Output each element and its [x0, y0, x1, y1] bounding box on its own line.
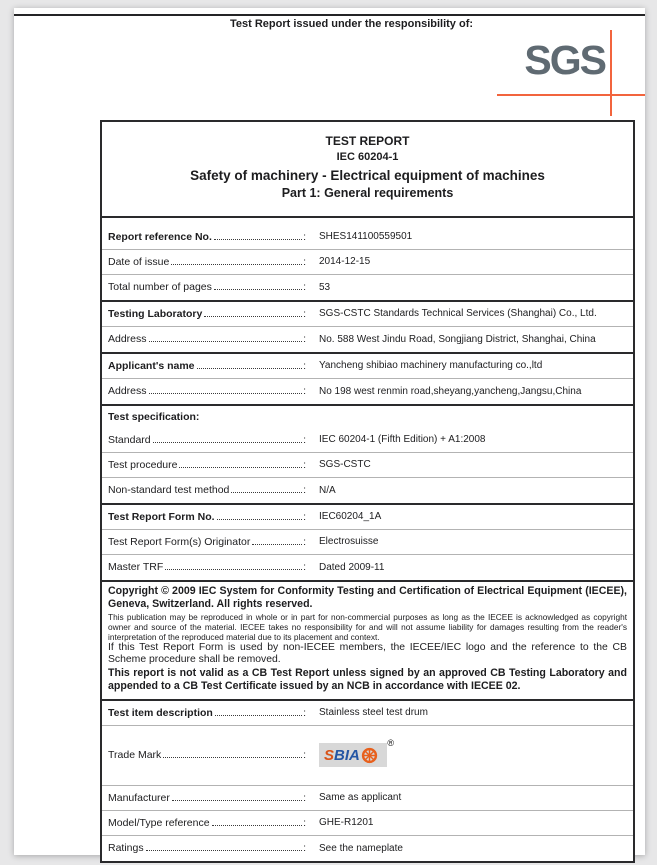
dot-leader	[215, 715, 302, 716]
wheel-icon	[361, 747, 378, 764]
row-standard: Standard : IEC 60204-1 (Fifth Edition) + A1:2008	[102, 428, 633, 453]
field-label: Model/Type reference	[108, 816, 210, 829]
section-copyright	[102, 582, 633, 701]
responsibility-note: Test Report issued under the responsibility of:	[222, 18, 481, 30]
field-value: IEC60204_1A	[319, 511, 382, 523]
report-page	[14, 8, 645, 855]
field-label: Total number of pages	[108, 281, 212, 294]
field-value: Dated 2009-11	[319, 561, 385, 573]
copyright-statement: Copyright © 2009 IEC System for Conformity Testing and Certification of Electrical Equipment (IECEE), Geneva, Switzerland. All rights reserved.	[108, 584, 627, 611]
copyright-small-print: This publication may be reproduced in whole or in part for non-commercial purposes as long as the IECEE is acknowledged as copyright owner and source of the material. IECEE takes no responsibility for and will not assume liability for damages resulting from the reader's interpretation of the reproduced material due to its placement and context.	[108, 611, 627, 642]
field-label: Address	[108, 385, 147, 398]
field-value: Stainless steel test drum	[319, 707, 428, 719]
copyright-validity-note: This report is not valid as a CB Test Report unless signed by an approved CB Testing Laboratory and appended to a CB Test Certificate issued by an NCB in accordance with IECEE 02.	[108, 666, 627, 693]
field-label: Trade Mark	[108, 749, 162, 762]
field-label: Ratings	[108, 842, 144, 855]
dot-leader	[153, 442, 302, 443]
field-label: Manufacturer	[108, 791, 170, 804]
sgs-logo-text: SGS	[524, 37, 605, 83]
field-value: See the nameplate	[319, 842, 403, 854]
report-title: TEST REPORT	[325, 134, 410, 148]
sgs-logo	[465, 26, 645, 118]
row-testing-laboratory: Testing Laboratory : SGS-CSTC Standards Technical Services (Shanghai) Co., Ltd.	[102, 302, 633, 327]
row-test-item-description: Test item description : Stainless steel test drum	[102, 701, 633, 726]
dot-leader	[179, 467, 302, 468]
row-manufacturer: Manufacturer : Same as applicant	[102, 786, 633, 811]
report-table	[100, 120, 635, 863]
row-test-specification-heading	[102, 406, 633, 428]
standard-name: Safety of machinery - Electrical equipment of machines	[190, 167, 545, 183]
section-testing-laboratory	[102, 302, 633, 354]
field-value: N/A	[319, 484, 336, 496]
field-label: Master TRF	[108, 561, 164, 574]
section-report-info	[102, 218, 633, 302]
row-master-trf: Master TRF : Dated 2009-11	[108, 561, 385, 574]
row-date-of-issue: Date of issue : 2014-12-15	[102, 250, 633, 275]
dot-leader	[197, 368, 303, 369]
field-label: Testing Laboratory	[108, 307, 203, 320]
sgs-logo-horizontal-line	[497, 94, 645, 96]
section-test-report-form	[102, 505, 633, 582]
section-test-specification	[102, 406, 633, 505]
section-test-item	[102, 701, 633, 861]
row-lab-address: Address : No. 588 West Jindu Road, Songjiang District, Shanghai, China	[108, 333, 596, 346]
row-form-originator: Test Report Form(s) Originator : Electrosuisse	[102, 530, 633, 555]
dot-leader	[231, 492, 302, 493]
dot-leader	[212, 825, 303, 826]
field-label: Test item description	[108, 706, 213, 719]
row-model-type-reference: Model/Type reference : GHE-R1201	[102, 811, 633, 836]
trademark-logo	[319, 738, 394, 767]
field-value: IEC 60204-1 (Fifth Edition) + A1:2008	[319, 434, 486, 446]
field-label: Test Report Form No.	[108, 510, 215, 523]
row-applicant-name: Applicant's name : Yancheng shibiao machinery manufacturing co.,ltd	[102, 354, 633, 379]
field-value: Electrosuisse	[319, 536, 379, 548]
field-label: Test procedure	[108, 458, 178, 471]
field-label: Test Report Form(s) Originator	[108, 535, 251, 548]
section-applicant	[102, 354, 633, 406]
field-label: Address	[108, 333, 147, 346]
row-ratings: Ratings : See the nameplate	[108, 842, 403, 855]
dot-leader	[146, 850, 302, 851]
field-label: Standard	[108, 433, 151, 446]
standard-number: IEC 60204-1	[336, 151, 399, 164]
field-value: SHES141100559501	[319, 231, 413, 243]
dot-leader	[172, 800, 302, 801]
field-label: Non-standard test method	[108, 484, 230, 497]
row-trade-mark: Trade Mark : ® SBIA	[102, 726, 633, 786]
trademark-text: SBIA	[324, 747, 360, 765]
dot-leader	[163, 757, 302, 758]
field-value: SGS-CSTC Standards Technical Services (Shanghai) Co., Ltd.	[319, 308, 597, 320]
dot-leader	[204, 316, 302, 317]
field-value: GHE-R1201	[319, 817, 374, 829]
row-total-pages: Total number of pages : 53	[108, 281, 331, 294]
field-value: 53	[319, 281, 331, 293]
row-applicant-address: Address : No 198 west renmin road,sheyang,yancheng,Jangsu,China	[108, 385, 582, 398]
field-value: No 198 west renmin road,sheyang,yancheng,Jangsu,China	[319, 385, 582, 397]
field-value: 2014-12-15	[319, 256, 371, 268]
dot-leader	[214, 239, 302, 240]
field-label: Report reference No.	[108, 230, 212, 243]
field-label: Applicant's name	[108, 359, 195, 372]
section-heading: Test specification:	[108, 410, 200, 423]
dot-leader	[217, 519, 303, 520]
title-block	[102, 122, 633, 218]
row-report-reference-no: Report reference No. : SHES141100559501	[102, 225, 633, 250]
top-divider	[14, 14, 645, 16]
dot-leader	[214, 289, 302, 290]
standard-part: Part 1: General requirements	[281, 186, 454, 201]
field-value: SGS-CSTC	[319, 459, 371, 471]
row-non-standard-test-method: Non-standard test method : N/A	[108, 484, 336, 497]
field-label: Date of issue	[108, 255, 170, 268]
row-test-report-form-no: Test Report Form No. : IEC60204_1A	[102, 505, 633, 530]
dot-leader	[165, 569, 302, 570]
dot-leader	[252, 544, 302, 545]
dot-leader	[171, 264, 302, 265]
copyright-removal-note: If this Test Report Form is used by non-IECEE members, the IECEE/IEC logo and the reference to the CB Scheme procedure shall be removed.	[108, 641, 627, 666]
registered-mark-icon: ®	[387, 738, 394, 749]
sgs-logo-vertical-line	[610, 30, 612, 116]
field-value: Yancheng shibiao machinery manufacturing co.,ltd	[319, 360, 543, 372]
row-test-procedure: Test procedure : SGS-CSTC	[102, 453, 633, 478]
dot-leader	[149, 393, 303, 394]
dot-leader	[149, 341, 303, 342]
field-value: Same as applicant	[319, 792, 402, 804]
field-value: No. 588 West Jindu Road, Songjiang District, Shanghai, China	[319, 333, 596, 345]
